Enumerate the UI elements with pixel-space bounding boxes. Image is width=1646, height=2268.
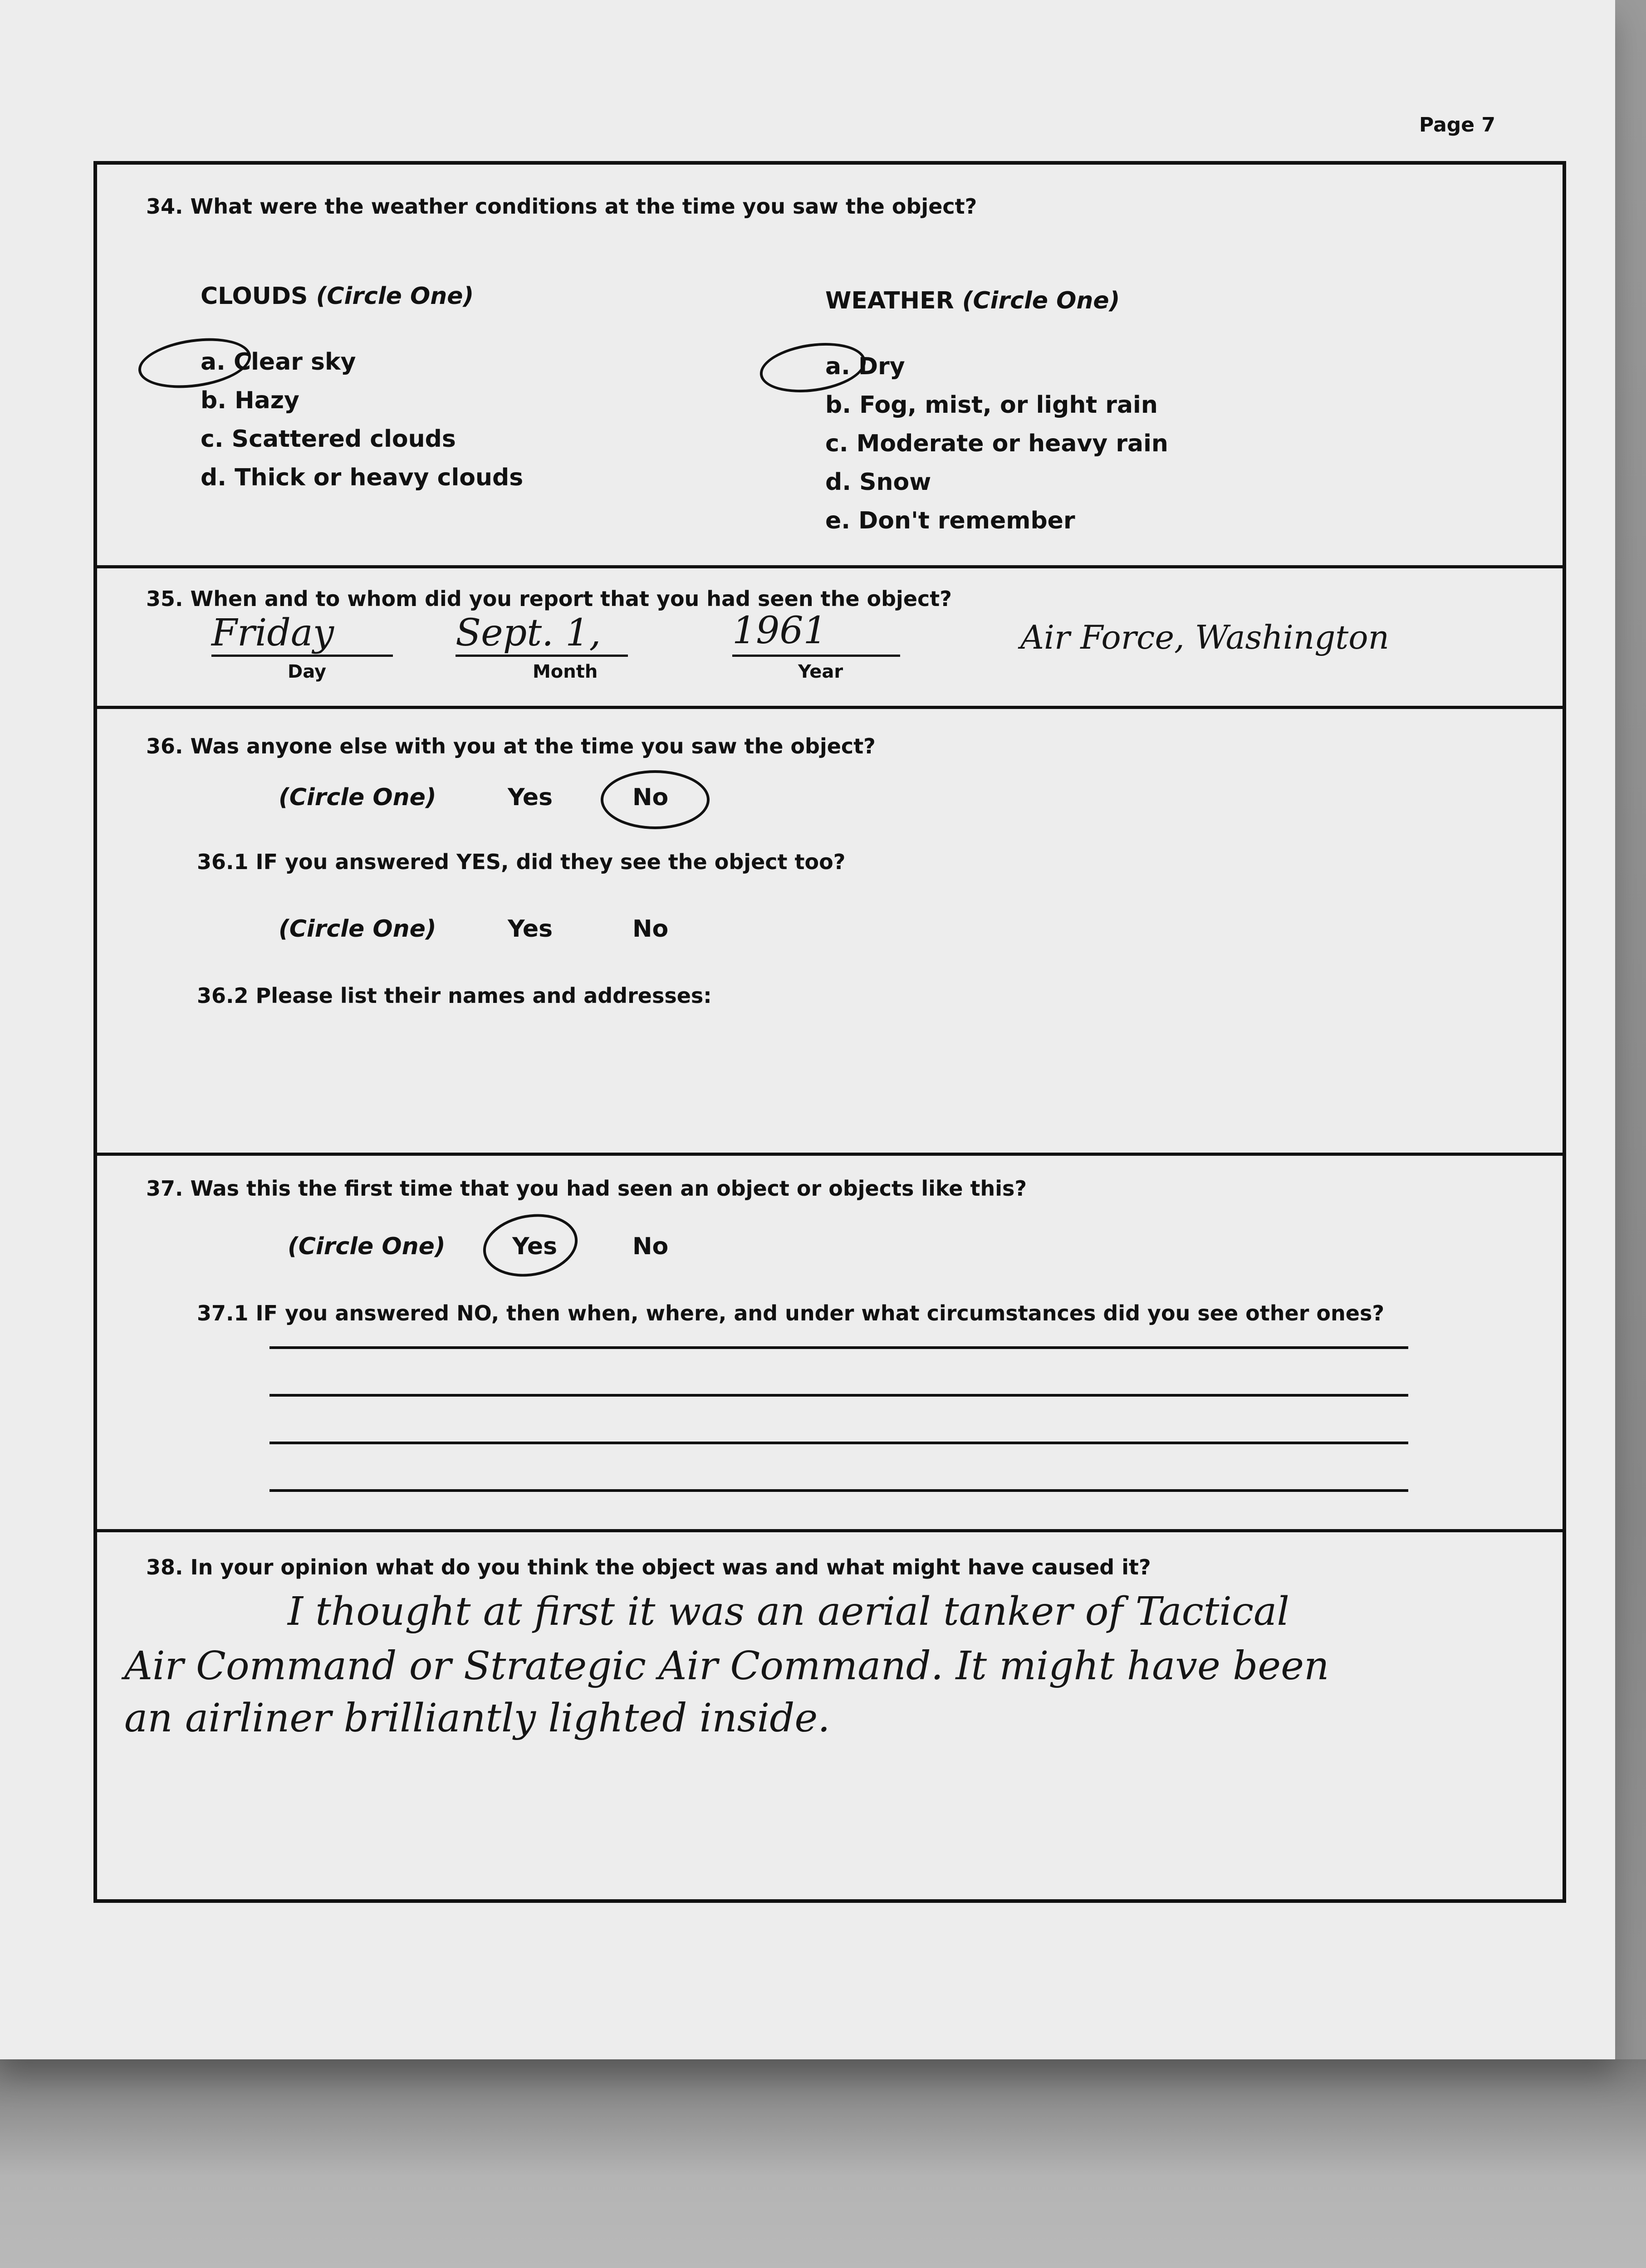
answer-line[interactable] <box>269 1394 1408 1397</box>
clouds-option[interactable]: b. Hazy <box>201 387 299 414</box>
report-month: Sept. 1, <box>456 611 601 655</box>
circle-one-note: (Circle One) <box>288 1233 446 1260</box>
section-35 <box>97 568 1563 709</box>
clouds-option[interactable]: a. Clear sky <box>201 348 356 376</box>
circle-one-note: (Circle One) <box>279 784 436 811</box>
table-surface <box>0 2059 1646 2268</box>
report-to-whom: Air Force, Washington <box>1020 618 1389 656</box>
report-day: Friday <box>211 611 334 655</box>
clouds-option[interactable]: c. Scattered clouds <box>201 425 456 453</box>
clouds-option[interactable]: d. Thick or heavy clouds <box>201 464 524 491</box>
question-34: 34. What were the weather conditions at the time you saw the object? <box>146 194 977 219</box>
handwritten-answer-line: Air Command or Strategic Air Command. It might have been <box>124 1643 1329 1689</box>
weather-option[interactable]: b. Fog, mist, or light rain <box>825 391 1158 419</box>
handwritten-answer-line: I thought at first it was an aerial tanker of Tactical <box>288 1589 1289 1634</box>
answer-yes[interactable]: Yes <box>508 915 553 943</box>
page-number: Page 7 <box>1419 113 1496 137</box>
year-line <box>732 655 900 657</box>
q36-answer-circle <box>601 770 710 829</box>
weather-option[interactable]: d. Snow <box>825 469 931 496</box>
weather-option[interactable]: a. Dry <box>825 353 905 380</box>
weather-option[interactable]: c. Moderate or heavy rain <box>825 430 1168 457</box>
answer-no[interactable]: No <box>632 915 669 943</box>
question-36: 36. Was anyone else with you at the time you saw the object? <box>146 734 876 758</box>
questionnaire-form <box>93 161 1566 1903</box>
question-38: 38. In your opinion what do you think the object was and what might have caused it? <box>146 1555 1151 1579</box>
circle-one-note: (Circle One) <box>279 915 436 943</box>
weather-heading: WEATHER (Circle One) <box>825 287 1120 314</box>
answer-line[interactable] <box>269 1442 1408 1444</box>
question-37-1: 37.1 IF you answered NO, then when, where, and under what circumstances did you see other ones? <box>197 1301 1385 1325</box>
month-line <box>456 655 628 657</box>
question-35: 35. When and to whom did you report that you had seen the object? <box>146 587 952 611</box>
answer-yes[interactable]: Yes <box>512 1233 558 1260</box>
day-line <box>211 655 393 657</box>
clouds-answer-circle <box>135 332 254 395</box>
section-34 <box>97 165 1563 568</box>
answer-no[interactable]: No <box>632 1233 669 1260</box>
section-36 <box>97 709 1563 1156</box>
weather-option[interactable]: e. Don't remember <box>825 507 1075 534</box>
year-caption: Year <box>798 661 843 682</box>
question-36-2: 36.2 Please list their names and addresses: <box>197 983 712 1008</box>
day-caption: Day <box>288 661 327 682</box>
question-37: 37. Was this the first time that you had seen an object or objects like this? <box>146 1176 1027 1201</box>
answer-no[interactable]: No <box>632 784 669 811</box>
weather-answer-circle <box>757 337 869 399</box>
section-38 <box>97 1532 1563 1900</box>
answer-line[interactable] <box>269 1489 1408 1492</box>
report-year: 1961 <box>732 609 827 652</box>
answer-yes[interactable]: Yes <box>508 784 553 811</box>
section-37 <box>97 1156 1563 1532</box>
month-caption: Month <box>533 661 598 682</box>
answer-line[interactable] <box>269 1346 1408 1349</box>
handwritten-answer-line: an airliner brilliantly lighted inside. <box>124 1696 830 1741</box>
question-36-1: 36.1 IF you answered YES, did they see the object too? <box>197 850 846 874</box>
q37-answer-circle <box>478 1207 583 1284</box>
clouds-heading: CLOUDS (Circle One) <box>201 283 474 310</box>
